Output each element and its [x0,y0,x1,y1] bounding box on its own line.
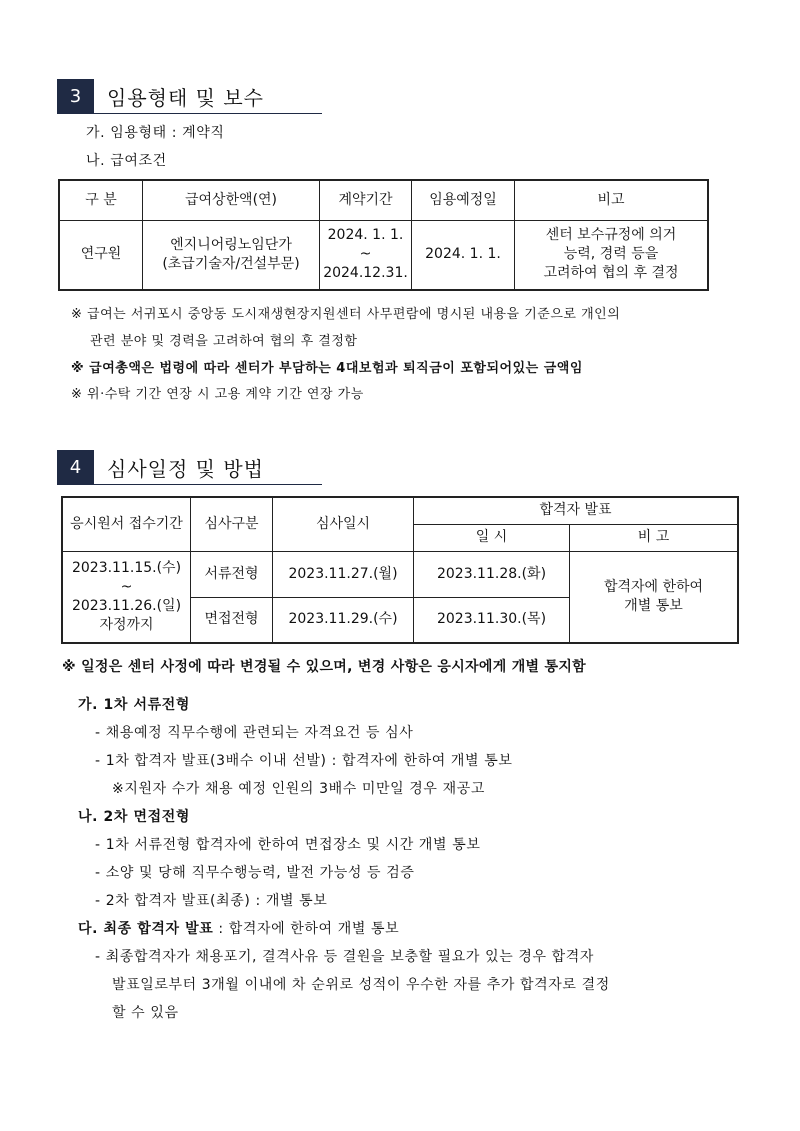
step-c-title [78,918,399,938]
th-exam-type: 심사구분 [191,497,273,551]
salary-table [58,179,709,291]
cell-remarks [515,220,709,290]
section4-number: 4 [57,450,94,484]
note2: ※ 급여총액은 법령에 따라 센터가 부담하는 4대보험과 퇴직금이 포함되어있는 금액임 [71,361,583,376]
step-a-title: 가. 1차 서류전형 [78,697,190,713]
th-announcement: 합격자 발표 [414,497,739,524]
cell-type-document: 서류전형 [191,551,273,597]
step-c-line1: - 최종합격자가 채용포기, 결격사유 등 결원을 보충할 필요가 있는 경우 합격자 [95,949,595,965]
app-line2: ~ [120,578,133,595]
app-line4: 자정까지 [99,616,154,633]
step-a-item1: - 채용예정 직무수행에 관련되는 자격요건 등 심사 [95,725,414,741]
section4-header [57,450,322,485]
th-announce-date: 일 시 [414,524,570,551]
th-start-date: 임용예정일 [412,180,515,220]
section3-header [57,79,322,114]
period-line3: 2024.12.31. [323,265,408,282]
step-b-title: 나. 2차 면접전형 [78,809,190,825]
cell-category: 연구원 [59,220,143,290]
cell-application-period [62,551,191,643]
schedule-table [61,496,739,644]
th-exam-date: 심사일시 [273,497,414,551]
section3-number: 3 [57,79,94,113]
th-category: 구 분 [59,180,143,220]
th-contract-period: 계약기간 [320,180,412,220]
remarks-line1: 센터 보수규정에 의거 [545,227,677,244]
cell-announce-document: 2023.11.28.(화) [414,551,570,597]
th-salary-cap: 급여상한액(연) [143,180,320,220]
cell-start-date: 2024. 1. 1. [412,220,515,290]
period-line1: 2024. 1. 1. [327,227,404,244]
step-a-item3: ※지원자 수가 채용 예정 인원의 3배수 미만일 경우 재공고 [112,781,485,797]
period-line2: ~ [359,246,372,263]
section3-title: 임용형태 및 보수 [107,86,264,110]
cell-announce-interview: 2023.11.30.(목) [414,597,570,643]
step-c-title-rest: : 합격자에 한하여 개별 통보 [213,921,400,937]
cell-announce-note [570,551,739,643]
note1-line1: ※ 급여는 서귀포시 중앙동 도시재생현장지원센터 사무편람에 명시된 내용을 기준으로 개인의 [71,307,621,322]
cell-date-document: 2023.11.27.(월) [273,551,414,597]
note1-line2: 관련 분야 및 경력을 고려하여 협의 후 결정함 [90,334,358,349]
cell-type-interview: 면접전형 [191,597,273,643]
app-line1: 2023.11.15.(수) [71,559,182,576]
announce-note-line1: 합격자에 한하여 [603,578,704,595]
th-remarks: 비고 [515,180,709,220]
remarks-line3: 고려하여 협의 후 결정 [543,265,679,282]
salary-line2: (초급기술자/건설부문) [162,255,300,272]
step-b-item3: - 2차 합격자 발표(최종) : 개별 통보 [95,893,328,909]
step-b-item2: - 소양 및 당해 직무수행능력, 발전 가능성 등 검증 [95,865,415,881]
cell-salary [143,220,320,290]
salary-conditions-label: 나. 급여조건 [86,153,167,169]
step-c-title-bold: 다. 최종 합격자 발표 [78,921,214,937]
announce-note-line2: 개별 통보 [624,597,683,614]
cell-period [320,220,412,290]
step-b-item1: - 1차 서류전형 합격자에 한하여 면접장소 및 시간 개별 통보 [95,837,481,853]
cell-date-interview: 2023.11.29.(수) [273,597,414,643]
step-c-line3: 할 수 있음 [112,1005,179,1021]
note3: ※ 위·수탁 기간 연장 시 고용 계약 기간 연장 가능 [71,387,364,402]
remarks-line2: 능력, 경력 등을 [563,246,659,263]
employment-type: 가. 임용형태 : 계약직 [86,125,225,141]
step-a-item2: - 1차 합격자 발표(3배수 이내 선발) : 합격자에 한하여 개별 통보 [95,753,513,769]
app-line3: 2023.11.26.(일) [71,597,182,614]
schedule-note: ※ 일정은 센터 사정에 따라 변경될 수 있으며, 변경 사항은 응시자에게 개별 통지함 [62,659,586,675]
step-c-line2: 발표일로부터 3개월 이내에 차 순위로 성적이 우수한 자를 추가 합격자로 결정 [112,977,610,993]
th-announce-note: 비 고 [570,524,739,551]
th-application-period: 응시원서 접수기간 [62,497,191,551]
salary-line1: 엔지니어링노임단가 [170,236,292,253]
section4-title: 심사일정 및 방법 [107,457,264,481]
